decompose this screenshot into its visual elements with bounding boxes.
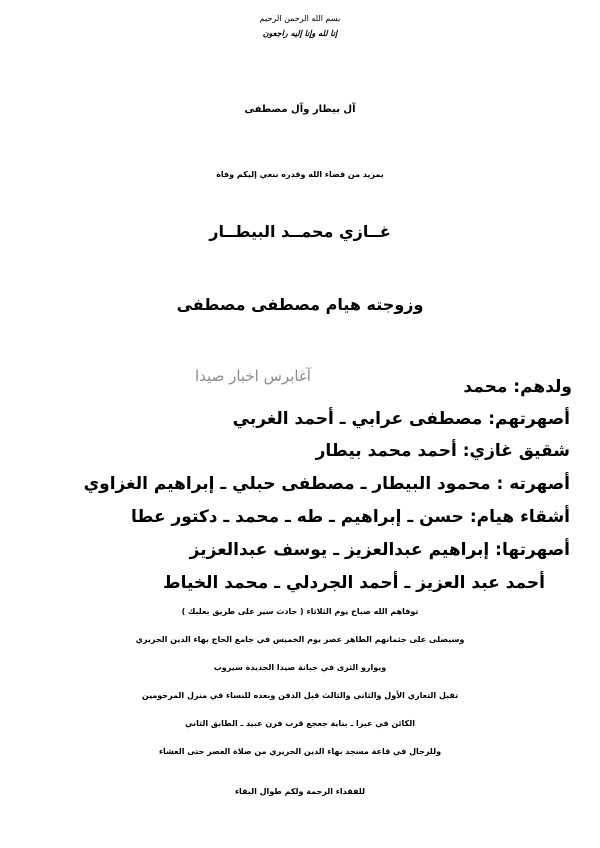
detail-address: الكائن في عبرا ـ بناية جعجع قرب فرن عبيد ـ الطابق الثاني [185, 719, 415, 728]
detail-condolences-men: وللرجال في قاعة مسجد بهاء الدين الحريري من صلاة العصر حتى العشاء [158, 747, 442, 756]
family-line-brother: شقيق غازي: أحمد محمد بيطار [315, 441, 570, 461]
deceased-name-1: غــازي محمــد البيطــار [209, 222, 391, 241]
family-names-heading: آل بيطار وآل مصطفى [244, 104, 356, 115]
family-line-her-brothers-in-law-cont: أحمد عبد العزيز ـ أحمد الجردلي ـ محمد الخياط [162, 573, 545, 593]
closing-phrase: للفقداء الرحمة ولكم طوال البقاء [234, 787, 366, 796]
detail-burial: ويوارو الثرى في جبانة صيدا الجديدة سيروب [213, 663, 387, 672]
watermark: آغابرس اخبار صيدا [195, 367, 311, 385]
family-line-her-brothers-in-law: أصهرتها: إبراهيم عبدالعزيز ـ يوسف عبدالعزيز [189, 540, 570, 560]
basmala: بسم الله الرحمن الرحيم [259, 14, 341, 23]
quran-verse: إنا لله وإنا إليه راجعون [262, 28, 338, 38]
detail-death: توفاهم الله صباح يوم الثلاثاء ( حادث سير على طريق بعلبك ) [181, 607, 419, 616]
deceased-name-2: وزوجته هيام مصطفى مصطفى [176, 295, 424, 314]
announcement-intro: بمزيد من قضاء الله وقدره ننعي إليكم وفاة [216, 170, 384, 179]
detail-condolences-women: تقبل التعازي الأول والثاني والثالث قبل الدفن وبعده للنساء في منزل المرحومين [141, 691, 459, 700]
family-line-children: ولدهم: محمد [463, 377, 572, 397]
family-line-her-brothers: أشقاء هيام: حسن ـ إبراهيم ـ طه ـ محمد ـ دكتور عطا [131, 507, 570, 527]
family-line-his-brothers-in-law: أصهرته : محمود البيطار ـ مصطفى حبلي ـ إبراهيم الغزاوي [83, 474, 570, 494]
family-line-sons-in-law: أصهرتهم: مصطفى عرابي ـ أحمد الغربي [232, 409, 570, 429]
detail-funeral-prayer: وسيصلى على جثمانهم الطاهر عصر يوم الخميس في جامع الحاج بهاء الدين الحريري [135, 635, 465, 644]
